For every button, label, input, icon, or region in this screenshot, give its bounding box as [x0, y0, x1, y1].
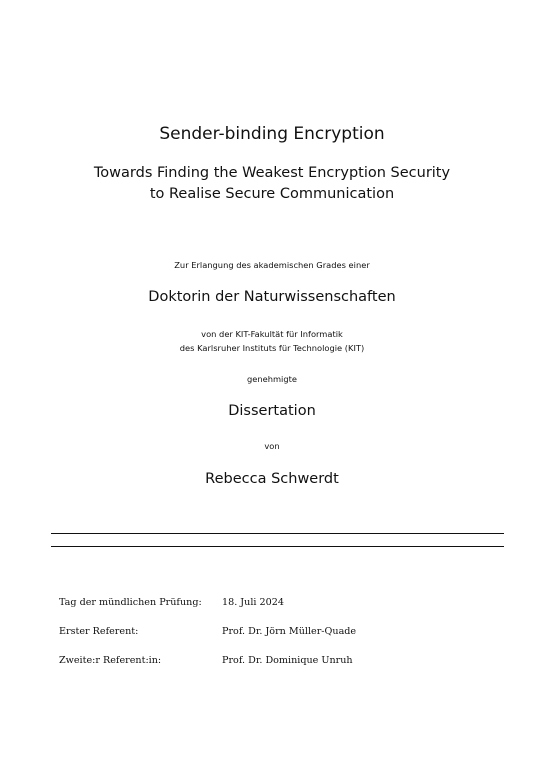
detail-row-first-referee [59, 625, 489, 654]
top-divider [51, 533, 504, 534]
subtitle-line-2: to Realise Secure Communication [149, 186, 395, 202]
bottom-divider [51, 546, 504, 547]
thesis-subtitle [0, 163, 544, 205]
detail-row-exam-date [59, 596, 489, 625]
subtitle-line-1: Towards Finding the Weakest Encryption Security [93, 165, 451, 181]
faculty-block [0, 327, 544, 355]
detail-label: Tag der mündlichen Prüfung: [59, 597, 202, 608]
detail-value: Prof. Dr. Dominique Unruh [222, 655, 353, 666]
detail-row-second-referee [59, 654, 489, 683]
document-type: Dissertation [228, 403, 316, 419]
faculty-line-1: von der KIT-Fakultät für Informatik [201, 329, 343, 339]
degree-intro: Zur Erlangung des akademischen Grades einer [174, 260, 370, 270]
detail-value: 18. Juli 2024 [222, 597, 284, 608]
examination-details [59, 596, 489, 683]
by-text: von [264, 441, 280, 451]
faculty-line-2: des Karlsruher Instituts für Technologie (KIT) [179, 343, 365, 353]
approved-text: genehmigte [246, 374, 297, 384]
degree-title: Doktorin der Naturwissenschaften [148, 289, 396, 305]
detail-label: Erster Referent: [59, 626, 139, 637]
thesis-title: Sender-binding Encryption [159, 124, 385, 144]
author-name: Rebecca Schwerdt [205, 471, 339, 487]
detail-value: Prof. Dr. Jörn Müller-Quade [222, 626, 357, 637]
detail-label: Zweite:r Referent:in: [59, 655, 162, 666]
